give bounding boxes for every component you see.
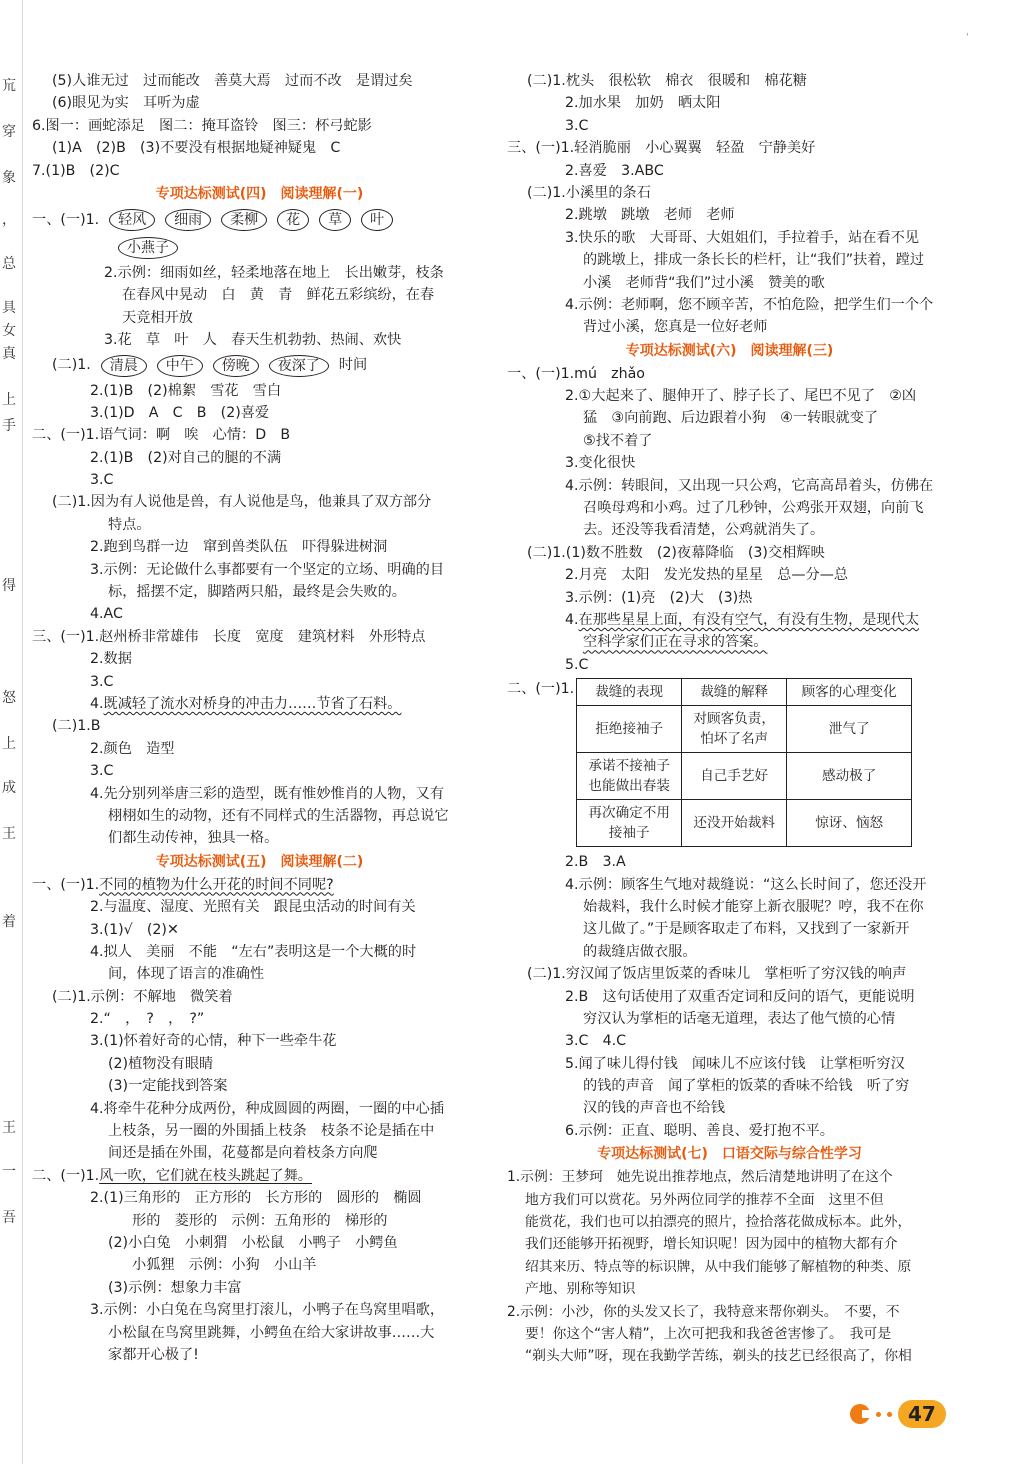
answer-line: 2.加水果 加奶 晒太阳: [565, 95, 721, 112]
margin-char: 上: [2, 392, 16, 408]
answer-line: (二)1.枕头 很松软 棉衣 很暖和 棉花糖: [527, 73, 807, 89]
answer-line: 二、(一)1.语气词：啊 唉 心情：D B: [32, 427, 291, 444]
margin-char: 王: [2, 1120, 16, 1136]
answer-line: 2.示例：小沙，你的头发又长了，我特意来帮你剃头。 不要，不: [507, 1303, 900, 1320]
answer-line: 小溪 老师背“我们”过小溪 赞美的歌: [583, 274, 825, 291]
answer-line: 去。还没等我看清楚，公鸡就消失了。: [583, 522, 825, 539]
margin-char: 吾: [2, 1210, 16, 1226]
answer-line: 汉的钱的声音也不给钱: [583, 1100, 725, 1117]
answer-line: 3.C 4.C: [565, 1033, 627, 1050]
answer-line: 3.(1)√ (2)✕: [90, 921, 179, 938]
answer-line: (二)1.B: [52, 718, 101, 735]
answer-table-block: [507, 678, 952, 847]
answer-line: 小狐狸 示例：小狗 小山羊: [132, 1257, 317, 1274]
section-heading: 专项达标测试(七) 口语交际与综合性学习: [597, 1146, 862, 1163]
answer-line: 3.C: [90, 472, 114, 489]
circled-word: 草: [319, 209, 351, 231]
answer-line: (3)示例：想象力丰富: [108, 1279, 242, 1296]
answer-line: [507, 609, 952, 631]
table-header-cell: 裁缝的解释: [682, 679, 787, 706]
answer-line: (5)人谁无过 过而能改 善莫大焉 过而不改 是谓过矣: [52, 73, 413, 89]
table-row: [577, 753, 912, 800]
answer-line: 2.B 3.A: [565, 854, 626, 871]
section-heading: 专项达标测试(五) 阅读理解(二): [155, 853, 364, 870]
margin-char: 成: [2, 780, 16, 796]
answer-line: 的跳墩上，排成一条长长的栏杆，让“我们”扶着，蹚过: [583, 252, 925, 269]
answer-line: (2)植物没有眼睛: [108, 1055, 214, 1072]
section-heading: 专项达标测试(六) 阅读理解(三): [625, 342, 834, 359]
wavy-underlined-answer: 空科学家们正在寻求的答案。: [583, 634, 768, 651]
circled-word: 细雨: [165, 209, 211, 231]
answer-line: 3.示例：小白兔在鸟窝里打滚儿，小鸭子在鸟窝里唱歌，: [90, 1302, 445, 1319]
answer-line: 天竞相开放: [122, 309, 193, 326]
answer-line: 2.颜色 造型: [90, 740, 175, 757]
page-number-badge: [850, 1400, 946, 1428]
brand-logo-icon: [850, 1404, 870, 1424]
answer-line: 我们还能够开拓视野，增长知识呢！因为园中的植物大都有介: [525, 1236, 898, 1253]
dot-icon: [876, 1412, 881, 1417]
answer-line: 形的 菱形的 示例：五角形的 梯形的: [132, 1212, 388, 1229]
table-row: [577, 706, 912, 753]
answer-line: 3.C: [565, 117, 589, 134]
answer-line: 2.①大起来了、腿伸开了、脖子长了、尾巴不见了 ②凶: [565, 388, 917, 405]
margin-char: 上: [2, 736, 16, 752]
answer-line: 背过小溪，您真是一位好老师: [583, 319, 768, 336]
answer-line: 4.将牵牛花种分成两份，种成圆圆的两圈，一圈的中心插: [90, 1100, 445, 1117]
circled-word: 傍晚: [213, 355, 259, 377]
underlined-answer: 风一吹，它们就在枝头跳起了舞。: [99, 1167, 312, 1184]
margin-char: 具: [2, 300, 16, 316]
answer-line: 家都开心极了!: [108, 1346, 199, 1363]
answer-line: 4.示例：老师啊，您不顾辛苦，不怕危险，把学生们一个个: [565, 296, 934, 313]
left-column: [32, 70, 487, 1366]
answer-line: 2.(1)B (2)对自己的腿的不满: [90, 449, 282, 466]
answer-line: 小松鼠在鸟窝里跳舞，小鳄鱼在给大家讲故事……大: [108, 1324, 435, 1341]
answer-line: 特点。: [108, 516, 151, 533]
answer-line: 2.跑到鸟群一边 窜到兽类队伍 吓得躲进树洞: [90, 539, 388, 556]
answer-line: 4.示例：顾客生气地对裁缝说：“这么长时间了，您还没开: [565, 876, 927, 893]
left-margin-strip: [0, 0, 23, 1464]
answer-line: (1)A (2)B (3)不要没有根据地疑神疑鬼 C: [52, 140, 341, 157]
table-header-cell: 裁缝的表现: [577, 679, 682, 706]
answer-line: 3.示例：(1)亮 (2)大 (3)热: [565, 589, 753, 606]
answer-line: ⑤找不着了: [583, 432, 653, 449]
answer-line: 们都生动传神，独具一格。: [108, 830, 279, 847]
answer-prefix: 一、(一)1.: [32, 211, 100, 228]
answer-prefix: 4.: [565, 611, 579, 628]
circled-word: 小燕子: [118, 237, 178, 259]
answer-line: (3)一定能找到答案: [108, 1078, 228, 1095]
answer-line: 2.喜爱 3.ABC: [565, 162, 664, 179]
margin-char: 得: [2, 578, 16, 594]
circled-words-row: [32, 234, 487, 262]
answer-line: 1.示例：王梦珂 她先说出推荐地点，然后清楚地讲明了在这个: [507, 1169, 893, 1186]
answer-line: 这儿做了。”于是顾客取走了布料，又找到了一家新开: [583, 921, 910, 938]
answer-line: 猛 ③向前跑、后边跟着小狗 ④一转眼就变了: [583, 410, 879, 427]
answer-line: 3.C: [90, 673, 114, 690]
section-heading: 专项达标测试(四) 阅读理解(一): [155, 185, 364, 202]
answer-line: (二)1.(1)数不胜数 (2)夜幕降临 (3)交相辉映: [527, 544, 825, 561]
answer-line: [32, 874, 487, 896]
answer-line: 产地、别称等知识: [525, 1281, 636, 1298]
answer-line: 5.闻了味儿得付钱 闻味儿不应该付钱 让掌柜听穷汉: [565, 1055, 905, 1072]
answer-prefix: 二、(一)1.: [32, 1167, 100, 1184]
answer-prefix: 二、(一)1.: [507, 681, 575, 698]
answer-prefix: 一、(一)1.: [32, 876, 100, 893]
margin-char: 巟: [2, 78, 16, 94]
answer-line: (二)1.因为有人说他是兽，有人说他是鸟，他兼具了双方部分: [52, 494, 432, 511]
table-cell: 拒绝接袖子: [577, 706, 682, 753]
answer-line: 间，体现了语言的准确性: [108, 966, 265, 983]
margin-char: 怒: [2, 690, 16, 706]
answer-line: 3.变化很快: [565, 455, 636, 472]
answer-line: 三、(一)1.赵州桥非常雄伟 长度 宽度 建筑材料 外形特点: [32, 628, 426, 645]
answer-line: 4.先分别列举唐三彩的造型，既有惟妙惟肖的人物，又有: [90, 785, 445, 802]
answer-line: 一、(一)1.mú zhǎo: [507, 365, 645, 382]
table-row: [577, 800, 912, 847]
margin-char: 一: [2, 1164, 16, 1180]
answer-line: [32, 693, 487, 715]
answer-line: 3.花 草 叶 人 春天生机勃勃、热闹、欢快: [104, 332, 402, 349]
answer-line: 2.数据: [90, 651, 132, 668]
dot-icon: [887, 1412, 892, 1417]
answer-line: 3.(1)D A C B (2)喜爱: [90, 404, 270, 421]
margin-char: 穿: [2, 124, 16, 140]
answer-line: 2.跳墩 跳墩 老师 老师: [565, 207, 735, 224]
answer-line: 始裁料，我什么时候才能穿上新衣服呢？哼，我不在你: [583, 898, 924, 915]
answer-line: 2.月亮 太阳 发光发热的星星 总—分—总: [565, 567, 849, 584]
answer-line: 的钱的声音 闻了掌柜的饭菜的香味不给钱 听了穷: [583, 1078, 910, 1095]
circled-word: 夜深了: [269, 355, 329, 377]
answer-line: 三、(一)1.轻消脆丽 小心翼翼 轻盈 宁静美好: [507, 140, 816, 157]
margin-char: 真: [2, 346, 16, 362]
answer-line: 穷汉认为掌柜的话毫无道理，表达了他气愤的心情: [583, 1010, 896, 1027]
table-header-row: [577, 679, 912, 706]
answer-line: [507, 631, 952, 653]
answer-line: 地方我们可以赏花。另外两位同学的推荐不全面 这里不但: [525, 1191, 884, 1208]
answer-line: 4.AC: [90, 606, 123, 623]
answer-line: [32, 1165, 487, 1187]
answer-line: (二)1.穷汉闻了饭店里饭菜的香味儿 掌柜听了穷汉钱的响声: [527, 966, 907, 983]
answer-line: 绍其来历、特点等的标识牌，从中我们能够了解植物的种类、原: [525, 1258, 912, 1275]
answer-line: 2.B 这句话使用了双重否定词和反问的语气，更能说明: [565, 988, 915, 1005]
answer-line: 能赏花，我们也可以拍漂亮的照片，捡拾落花做成标本。此外，: [525, 1214, 912, 1231]
answer-line: 的裁缝店做衣服。: [583, 943, 697, 960]
answer-line: 2.(1)B (2)棉絮 雪花 雪白: [90, 382, 282, 399]
circled-words-row: [32, 352, 487, 380]
table-cell: 承诺不接袖子也能做出春装: [577, 753, 682, 800]
answer-line: (6)眼见为实 耳听为虚: [52, 95, 200, 112]
answer-line: 栩栩如生的动物，还有不同样式的生活器物，再总说它: [108, 807, 449, 824]
margin-char: 手: [2, 418, 16, 434]
page-number: 47: [898, 1400, 946, 1428]
table-cell: 自己手艺好: [682, 753, 787, 800]
answer-line: 3.示例：无论做什么事都要有一个坚定的立场、明确的目: [90, 561, 445, 578]
answer-line: 召唤母鸡和小鸡。过了几秒钟，公鸡张开双翅，向前飞: [583, 500, 924, 517]
circled-word: 清晨: [101, 355, 147, 377]
answer-line: 3.快乐的歌 大哥哥、大姐姐们，手拉着手，站在看不见: [565, 229, 920, 246]
margin-char: 总: [2, 256, 16, 272]
table-cell: 再次确定不用接袖子: [577, 800, 682, 847]
answer-line: 5.C: [565, 656, 589, 673]
answer-line: (二)1.小溪里的条石: [527, 184, 651, 201]
answer-line: (二)1.示例：不解地 微笑着: [52, 988, 233, 1005]
circled-word: 柔柳: [221, 209, 267, 231]
wavy-underlined-answer: 在那些星星上面，有没有空气，有没有生物，是现代太: [578, 611, 920, 628]
answer-text: 时间: [338, 357, 368, 374]
answer-line: 2.与温度、湿度、光照有关 跟昆虫活动的时间有关: [90, 899, 416, 916]
table-cell: 惊讶、恼怒: [787, 800, 912, 847]
tailor-analysis-table: [576, 678, 912, 847]
table-cell: 泄气了: [787, 706, 912, 753]
answer-line: 2.“ ， ? ， ?”: [90, 1011, 205, 1028]
right-column: [507, 70, 952, 1368]
margin-char: 象: [2, 170, 16, 186]
corner-mark: ': [966, 32, 969, 43]
answer-line: 6.图一：画蛇添足 图二：掩耳盗铃 图三：杯弓蛇影: [32, 117, 372, 134]
answer-prefix: (二)1.: [52, 357, 91, 374]
circled-word: 轻风: [109, 209, 155, 231]
answer-line: 3.(1)怀着好奇的心情，种下一些牵牛花: [90, 1033, 337, 1050]
circled-words-row: [32, 206, 487, 234]
margin-char: 女: [2, 323, 16, 339]
answer-prefix: 4.: [90, 695, 104, 712]
table-header-cell: 顾客的心理变化: [787, 679, 912, 706]
answer-line: 7.(1)B (2)C: [32, 162, 120, 179]
margin-char: ，: [2, 212, 16, 228]
answer-line: 间还是插在外围，花蔓都是向着枝条方向爬: [108, 1145, 378, 1162]
answer-line: “剃头大师”呀，现在我勤学苦练，剃头的技艺已经很高了，你相: [525, 1348, 912, 1365]
answer-line: 上枝条，另一圈的外围插上枝条 枝条不论是插在中: [108, 1123, 435, 1140]
answer-line: 在春风中晃动 白 黄 青 鲜花五彩缤纷，在春: [122, 287, 435, 304]
answer-line: 4.拟人 美丽 不能 “左右”表明这是一个大概的时: [90, 943, 417, 960]
margin-char: 王: [2, 826, 16, 842]
circled-word: 花: [277, 209, 309, 231]
wavy-underlined-answer: 不同的植物为什么开花的时间不同呢?: [99, 876, 334, 893]
answer-line: 2.(1)三角形的 正方形的 长方形的 圆形的 椭圆: [90, 1190, 422, 1207]
table-cell: 还没开始裁料: [682, 800, 787, 847]
answer-line: 2.示例：细雨如丝，轻柔地落在地上 长出嫩芽，枝条: [104, 264, 444, 281]
table-cell: 对顾客负责，怕坏了名声: [682, 706, 787, 753]
answer-line: 3.C: [90, 763, 114, 780]
answer-line: 标，摇摆不定，脚踏两只船，最终是会失败的。: [108, 584, 406, 601]
table-cell: 感动极了: [787, 753, 912, 800]
wavy-underlined-answer: 既减轻了流水对桥身的冲击力……节省了石料。: [103, 695, 402, 712]
margin-char: 着: [2, 914, 16, 930]
answer-line: 6.示例：正直、聪明、善良、爱打抱不平。: [565, 1122, 834, 1139]
answer-line: 要！你这个“害人精”，上次可把我和我爸爸害惨了。 我可是: [525, 1325, 892, 1342]
answer-line: 4.示例：转眼间，又出现一只公鸡，它高高昂着头，仿佛在: [565, 477, 934, 494]
answer-line: (2)小白兔 小刺猬 小松鼠 小鸭子 小鳄鱼: [108, 1234, 398, 1251]
circled-word: 叶: [361, 209, 393, 231]
circled-word: 中午: [157, 355, 203, 377]
